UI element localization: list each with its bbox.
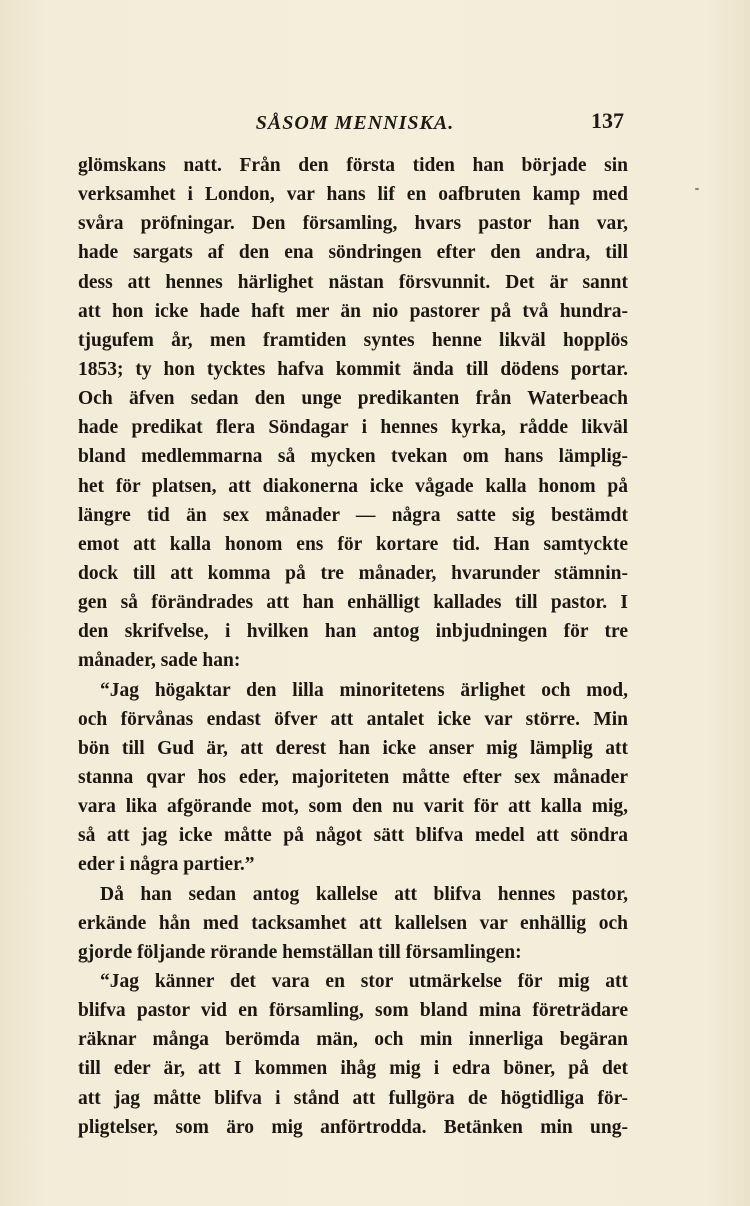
text-line: erkände hån med tacksamhet att kallelsen var enhällig och: [78, 912, 628, 934]
text-line: gen så förändrades att han enhälligt kallades till pastor. I: [78, 592, 628, 614]
text-line: så att jag icke måtte på något sätt blifva medel att söndra: [78, 825, 628, 847]
text-line: hade sargats af den ena söndringen efter den andra, till: [78, 242, 628, 264]
text-line: Och äfven sedan den unge predikanten från Waterbeach: [78, 388, 628, 410]
text-line: den skrifvelse, i hvilken han antog inbjudningen för tre: [78, 621, 628, 643]
text-line: dess att hennes härlighet nästan försvunnit. Det är sannt: [78, 271, 628, 293]
body-text: [78, 151, 628, 1142]
text-line: glömskans natt. Från den första tiden han började sin: [78, 155, 628, 176]
text-line: svåra pröfningar. Den församling, hvars pastor han var,: [78, 213, 628, 235]
text-line: 1853; ty hon tycktes hafva kommit ända till dödens portar.: [78, 358, 628, 380]
text-line: till eder är, att I kommen ihåg mig i edra böner, på det: [78, 1058, 628, 1080]
text-line: tjugufem år, men framtiden syntes henne likväl hopplös: [78, 329, 628, 351]
running-head: [0, 108, 750, 138]
text-line: att hon icke hade haft mer än nio pastorer på två hundra-: [78, 300, 628, 322]
text-line: stanna qvar hos eder, majoriteten måtte efter sex månader: [78, 766, 628, 788]
text-line: “Jag känner det vara en stor utmärkelse för mig att: [100, 970, 628, 992]
page-number: 137: [591, 108, 624, 133]
text-line: eder i några partier.”: [78, 854, 255, 876]
text-line: månader, sade han:: [78, 650, 241, 672]
text-line: pligtelser, som äro mig anförtrodda. Betänken min ung-: [78, 1116, 628, 1138]
text-line: dock till att komma på tre månader, hvarunder stämnin-: [78, 562, 628, 584]
paper-speck: [695, 188, 699, 190]
text-line: blifva pastor vid en församling, som bland mina företrädare: [78, 1000, 628, 1022]
text-line: “Jag högaktar den lilla minoritetens ärlighet och mod,: [100, 679, 628, 701]
text-line: emot att kalla honom ens för kortare tid. Han samtyckte: [78, 533, 628, 555]
text-line: längre tid än sex månader — några satte sig bestämdt: [78, 504, 628, 526]
text-line: bland medlemmarna så mycken tvekan om hans lämplig-: [78, 446, 628, 468]
text-line: räknar många berömda män, och min innerliga begäran: [78, 1029, 628, 1051]
text-line: gjorde följande rörande hemställan till församlingen:: [78, 941, 522, 963]
text-line: bön till Gud är, att derest han icke anser mig lämplig att: [78, 737, 628, 759]
text-line: het för platsen, att diakonerna icke vågade kalla honom på: [78, 475, 628, 497]
text-line: hade predikat flera Söndagar i hennes kyrka, rådde likväl: [78, 417, 628, 439]
text-line: Då han sedan antog kallelse att blifva hennes pastor,: [100, 883, 628, 905]
text-line: och förvånas endast öfver att antalet icke var större. Min: [78, 708, 628, 730]
text-line: vara lika afgörande mot, som den nu varit för att kalla mig,: [78, 796, 628, 818]
text-line: att jag måtte blifva i stånd att fullgöra de högtidliga för-: [78, 1087, 628, 1109]
text-line: verksamhet i London, var hans lif en oafbruten kamp med: [78, 184, 628, 206]
running-head-title: SÅSOM MENNISKA.: [255, 112, 455, 134]
